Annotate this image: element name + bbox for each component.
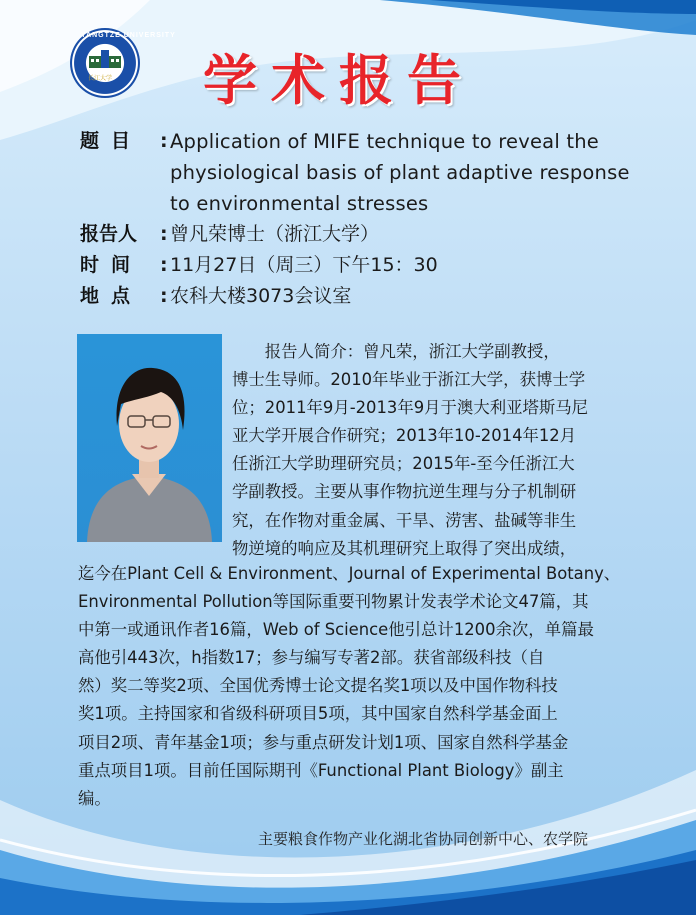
bio-line: 高他引443次，h指数17；参与编写专著2部。获省部级科技（自 — [78, 648, 545, 668]
bio-line: 奖1项。主持国家和省级科研项目5项，其中国家自然科学基金面上 — [78, 704, 558, 724]
topic-label: 题目 — [80, 130, 143, 152]
topic-line: Application of MIFE technique to reveal the — [170, 130, 599, 153]
bio-line: 亚大学开展合作研究；2013年10-2014年12月 — [232, 426, 577, 446]
page-title: 学术报告 — [203, 48, 475, 112]
bio-line: 位；2011年9月-2013年9月于澳大利亚塔斯马尼 — [232, 398, 589, 418]
speaker-row — [80, 219, 640, 250]
bio-line: 博士生导师。2010年毕业于浙江大学，获博士学 — [232, 370, 586, 390]
bio-line: 重点项目1项。目前任国际期刊《Functional Plant Biology》副主 — [78, 760, 564, 780]
colon: : — [160, 223, 168, 245]
time-row — [80, 250, 640, 281]
bio-line: 物逆境的响应及其机理研究上取得了突出成绩， — [232, 538, 577, 558]
bio-line: 中第一或通讯作者16篇，Web of Science他引总计1200余次，单篇最 — [78, 620, 594, 640]
speaker-photo — [77, 334, 222, 542]
colon: : — [160, 130, 168, 152]
bio-line: Environmental Pollution等国际重要刊物累计发表学术论文47篇，其 — [78, 592, 589, 612]
topic-line: to environmental stresses — [170, 192, 429, 215]
bio-line: 学副教授。主要从事作物抗逆生理与分子机制研 — [232, 482, 577, 502]
time-label: 时间 — [80, 254, 143, 276]
time-value: 11月27日（周三）下午15：30 — [170, 254, 438, 276]
bio-line: 任浙江大学助理研究员；2015年-至今任浙江大 — [232, 454, 575, 474]
bio-text-side — [232, 338, 632, 563]
bio-line: 然）奖二等奖2项、全国优秀博士论文提名奖1项以及中国作物科技 — [78, 676, 558, 696]
place-row — [80, 281, 640, 312]
bio-line: 编。 — [78, 788, 111, 808]
place-label: 地点 — [80, 285, 143, 307]
topic-row — [80, 126, 640, 219]
bio-line: 迄今在Plant Cell & Environment、Journal of Experimental Botany、 — [78, 564, 621, 583]
speaker-label: 报告人 — [80, 223, 138, 245]
bio-line: 报告人简介：曾凡荣，浙江大学副教授， — [232, 342, 560, 361]
report-info — [80, 126, 640, 312]
logo-ring-text: YANGTZE UNIVERSITY — [81, 32, 176, 39]
logo-building-icon — [87, 48, 123, 70]
place-value: 农科大楼3073会议室 — [170, 285, 352, 307]
bio-line: 项目2项、青年基金1项；参与重点研发计划1项、国家自然科学基金 — [78, 732, 569, 752]
logo-sub-text: 长江大学 — [88, 75, 113, 82]
speaker-value: 曾凡荣博士（浙江大学） — [170, 223, 380, 245]
topic-line: physiological basis of plant adaptive response — [170, 161, 630, 184]
topic-value — [170, 126, 640, 219]
bio-line: 究，在作物对重金属、干旱、涝害、盐碱等非生 — [232, 510, 577, 530]
portrait-illustration — [77, 334, 222, 542]
footer-organizer: 主要粮食作物产业化湖北省协同创新中心、农学院 — [258, 830, 589, 848]
colon: : — [160, 254, 168, 276]
colon: : — [160, 285, 168, 307]
